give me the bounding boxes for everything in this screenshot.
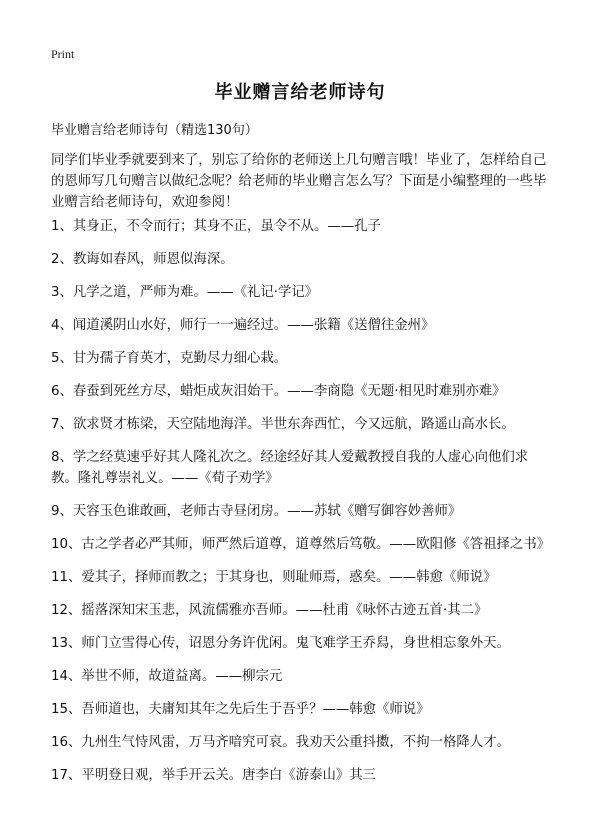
list-item: 3、凡学之道，严师为难。——《礼记·学记》: [51, 285, 319, 300]
list-item: 5、甘为孺子育英才，克勤尽力细心栽。: [51, 351, 288, 366]
page-subtitle: 毕业赠言给老师诗句（精选130句）: [51, 123, 258, 138]
list-item: 14、举世不师，故道益离。——柳宗元: [51, 669, 283, 684]
list-item: 6、春蚕到死丝方尽，蜡炬成灰泪始干。——李商隐《无题·相见时难别亦难》: [51, 384, 506, 399]
list-item: 13、师门立雪得心传，诏恩分务许优闲。鬼飞难学王乔舄，身世相忘象外天。: [51, 636, 510, 651]
list-item: 2、教诲如春风，师恩似海深。: [51, 252, 234, 267]
list-item: 16、九州生气恃风雷，万马齐喑究可哀。我劝天公重抖擞，不拘一格降人才。: [51, 735, 510, 750]
list-item: 17、平明登日观，举手开云关。唐李白《游泰山》其三: [51, 768, 377, 783]
list-item: 10、古之学者必严其师，师严然后道尊，道尊然后笃敬。——欧阳修《答祖择之书》: [51, 537, 551, 552]
list-item: 1、其身正，不令而行；其身不正，虽令不从。——孔子: [51, 219, 381, 234]
print-link[interactable]: Print: [51, 47, 75, 61]
list-item: 8、学之经莫速乎好其人隆礼次之。经途经好其人爱戴教授自我的人虚心向他们求教。隆礼尊崇礼义。——《荀子劝学》: [51, 450, 529, 486]
list-item: 7、欲求贤才栋梁，天空陆地海洋。半世东奔西忙，今又远航，路遥山高水长。: [51, 417, 515, 432]
intro-paragraph: 同学们毕业季就要到来了，别忘了给你的老师送上几句赠言哦！毕业了，怎样给自己的恩师写几句赠言以做纪念呢？给老师的毕业赠言怎么写？下面是小编整理的一些毕业赠言给老师诗句，欢迎参阅！: [51, 153, 547, 210]
list-item: 11、爱其子，择师而教之；于其身也，则耻师焉，惑矣。——韩愈《师说》: [51, 570, 497, 585]
list-item: 15、吾师道也，夫庸知其年之先后生于吾乎？——韩愈《师说》: [51, 702, 430, 717]
page-title: 毕业赠言给老师诗句: [214, 82, 386, 103]
list-item: 4、闻道溪阴山水好，师行一一遍经过。——张籍《送僧往金州》: [51, 318, 435, 333]
list-item: 9、天容玉色谁敢画，老师古寺昼闭房。——苏轼《赠写御容妙善师》: [51, 504, 462, 519]
list-item: 12、摇落深知宋玉悲，风流儒雅亦吾师。——杜甫《咏怀古迹五首·其二》: [51, 603, 488, 618]
quote-list: [51, 216, 551, 798]
